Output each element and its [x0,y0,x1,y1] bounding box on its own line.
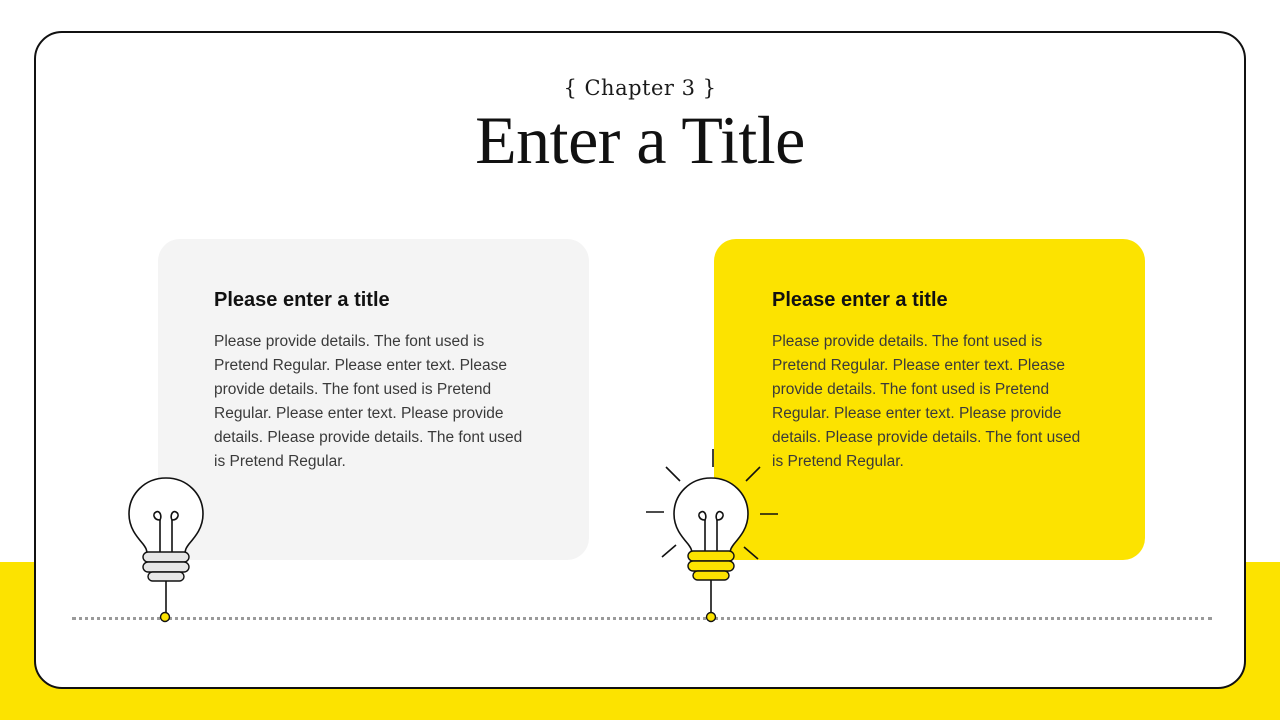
card-body: Please provide details. The font used is Pretend Regular. Please enter text. Please provide details. The font used is Pretend Regular. Please enter text. Please provide details. Please provide details. The font used is Pretend Regular. [214,333,523,470]
lightbulb-on-icon [640,445,782,630]
info-card-left [158,239,589,560]
slide-title: Enter a Title [475,102,805,178]
lightbulb-off-icon [120,470,212,630]
card-title: Please enter a title [772,289,948,311]
card-body: Please provide details. The font used is Pretend Regular. Please enter text. Please provide details. The font used is Pretend Regular. Please enter text. Please provide details. Please provide details. The font used is Pretend Regular. [772,333,1081,470]
chapter-label: { Chapter 3 } [563,76,717,100]
card-title: Please enter a title [214,289,390,311]
